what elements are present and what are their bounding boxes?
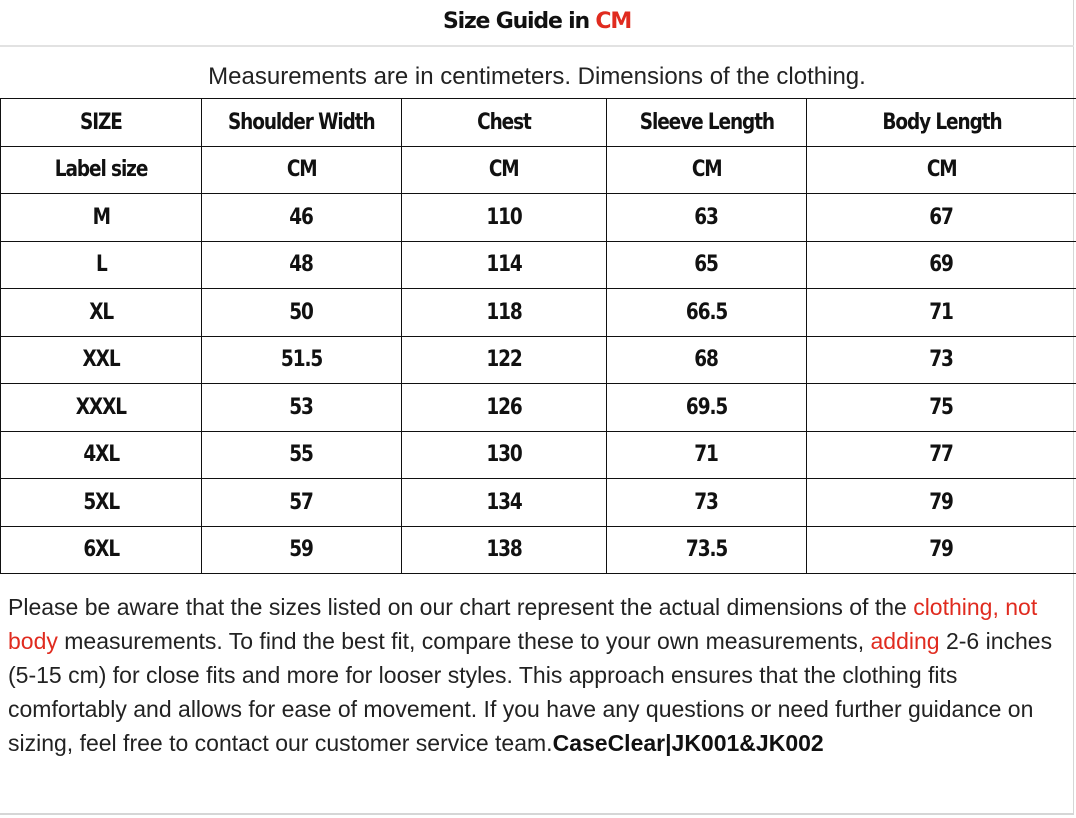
table-row-cell (607, 336, 807, 384)
table-row-cell (1, 241, 202, 289)
cell-text: 67 (929, 204, 954, 230)
units-row-cell (1, 146, 202, 194)
header-row-cell (607, 99, 807, 147)
cell-text: Body Length (881, 109, 1002, 135)
table-row-cell (1, 336, 202, 384)
cell-text: 110 (486, 204, 522, 230)
table-row-cell (807, 431, 1076, 479)
cell-text: Chest (477, 109, 531, 135)
table-row-cell (202, 431, 402, 479)
table-row-cell (807, 479, 1076, 527)
table-row-cell (607, 479, 807, 527)
table-row (1, 479, 1076, 527)
cell-text: 50 (289, 299, 314, 325)
header-row-cell (807, 99, 1076, 147)
notice-text-2: measurements. To find the best fit, compare these to your own measurements, (57, 628, 871, 654)
notice-highlight-clothing: clothing, not body (8, 594, 1038, 654)
header-row (1, 99, 1076, 147)
table-row-cell (607, 241, 807, 289)
cell-text: 118 (486, 299, 522, 325)
units-row-cell (607, 146, 807, 194)
header-row-cell (1, 99, 202, 147)
table-row-cell (607, 384, 807, 432)
cell-text: 48 (289, 252, 314, 278)
cell-text: 69 (929, 252, 954, 278)
cell-text: 71 (929, 299, 954, 325)
cell-text: 66.5 (685, 299, 728, 325)
table-row-cell (402, 194, 607, 242)
cell-text: 79 (929, 537, 954, 563)
cell-text: 75 (929, 394, 954, 420)
table-row-cell (1, 526, 202, 574)
table-row (1, 241, 1076, 289)
cell-text: 71 (694, 442, 719, 468)
size-table (0, 98, 1076, 574)
cell-text: 55 (289, 442, 314, 468)
units-row-cell (807, 146, 1076, 194)
table-row-cell (1, 431, 202, 479)
table-row (1, 526, 1076, 574)
header-row-cell (402, 99, 607, 147)
table-row-cell (807, 194, 1076, 242)
table-row (1, 194, 1076, 242)
subtitle: Measurements are in centimeters. Dimensions of the clothing. (208, 63, 866, 90)
table-row-cell (1, 194, 202, 242)
cell-text: 77 (929, 442, 954, 468)
table-row-cell (402, 431, 607, 479)
table-row-cell (202, 384, 402, 432)
table-row-cell (607, 431, 807, 479)
cell-text: SIZE (80, 109, 122, 135)
cell-text: CM (489, 157, 519, 183)
table-row-cell (1, 479, 202, 527)
cell-text: CM (286, 157, 317, 183)
table-row-cell (202, 194, 402, 242)
cell-text: CM (691, 157, 722, 183)
cell-text: 69.5 (685, 394, 728, 420)
cell-text: 122 (486, 347, 522, 373)
table-row-cell (202, 526, 402, 574)
cell-text: 79 (929, 489, 954, 515)
table-row-cell (807, 241, 1076, 289)
size-notice (8, 590, 1070, 760)
table-row-cell (202, 336, 402, 384)
cell-text: 46 (289, 204, 314, 230)
cell-text: Sleeve Length (639, 109, 774, 135)
cell-text: XL (89, 299, 113, 325)
table-row-cell (402, 241, 607, 289)
cell-text: 73 (929, 347, 954, 373)
cell-text: 59 (289, 537, 314, 563)
table-row-cell (607, 289, 807, 337)
table-row (1, 336, 1076, 384)
cell-text: 53 (289, 394, 314, 420)
cell-text: 73.5 (685, 537, 728, 563)
cell-text: Shoulder Width (228, 109, 375, 135)
cell-text: M (92, 204, 110, 230)
title-unit: CM (595, 9, 632, 34)
size-table-body (1, 99, 1076, 574)
table-row-cell (402, 384, 607, 432)
table-row-cell (402, 479, 607, 527)
cell-text: 114 (486, 252, 522, 278)
table-row-cell (607, 194, 807, 242)
table-row-cell (807, 289, 1076, 337)
table-row-cell (402, 526, 607, 574)
cell-text: CM (926, 157, 957, 183)
notice-text-3: 2-6 inches (5-15 cm) for close fits and more for looser styles. This approach ensures that the clothing fits comfortably and allows for ease of movement. If you have any questions or need further guidance on sizing, feel free to contact our customer service team. (8, 628, 1053, 756)
cell-text: XXL (82, 347, 120, 373)
cell-text: 138 (486, 537, 522, 563)
table-row-cell (807, 384, 1076, 432)
table-row (1, 289, 1076, 337)
table-row (1, 384, 1076, 432)
cell-text: 130 (486, 442, 522, 468)
table-row-cell (202, 289, 402, 337)
units-row-cell (202, 146, 402, 194)
table-row-cell (1, 289, 202, 337)
table-row-cell (807, 526, 1076, 574)
table-row-cell (202, 241, 402, 289)
cell-text: 65 (694, 252, 719, 278)
notice-highlight-adding: adding (870, 628, 940, 654)
cell-text: 126 (486, 394, 522, 420)
header-row-cell (202, 99, 402, 147)
table-row-cell (402, 336, 607, 384)
title-prefix: Size Guide in (442, 9, 596, 34)
cell-text: 134 (486, 489, 522, 515)
table-row-cell (202, 479, 402, 527)
table-row-cell (807, 336, 1076, 384)
table-row-cell (402, 289, 607, 337)
cell-text: Label size (54, 157, 148, 183)
table-row (1, 431, 1076, 479)
cell-text: XXXL (75, 394, 127, 420)
cell-text: 73 (694, 489, 719, 515)
cell-text: 4XL (83, 442, 119, 468)
notice-text-1: Please be aware that the sizes listed on our chart represent the actual dimensions of the (8, 594, 914, 620)
units-row (1, 146, 1076, 194)
units-row-cell (402, 146, 607, 194)
table-row-cell (607, 526, 807, 574)
cell-text: 6XL (83, 537, 119, 563)
cell-text: 63 (694, 204, 719, 230)
cell-text: 68 (694, 347, 719, 373)
cell-text: 5XL (83, 489, 119, 515)
cell-text: 57 (289, 489, 314, 515)
page-title (0, 0, 1074, 47)
table-row-cell (1, 384, 202, 432)
cell-text: 51.5 (280, 347, 323, 373)
brand-code: CaseClear|JK001&JK002 (552, 730, 824, 756)
cell-text: L (95, 252, 107, 278)
